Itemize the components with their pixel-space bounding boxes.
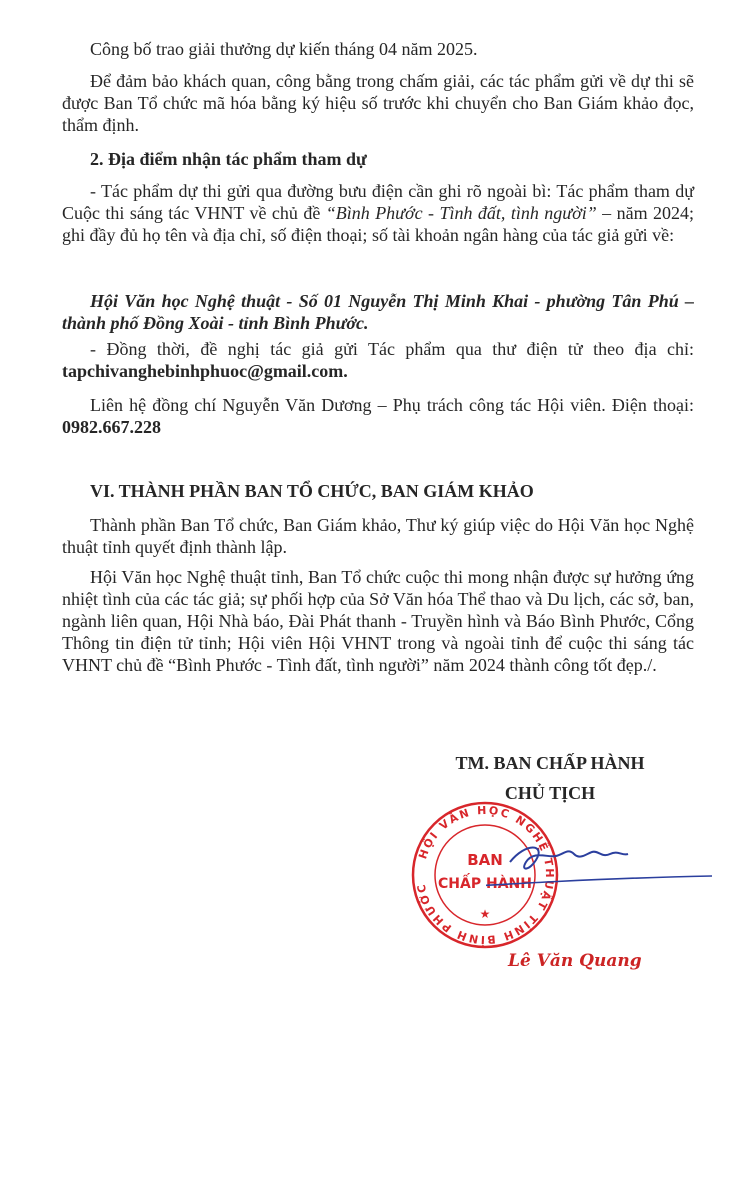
paragraph-closing: Hội Văn học Nghệ thuật tỉnh, Ban Tổ chức cuộc thi mong nhận được sự hưởng ứng nhiệt tình của các tác giả; sự phối hợp của Sở Văn hóa Thể thao và Du lịch, các sở, ban, ngành liên quan, Hội Nhà báo, Đài Phát thanh - Truyền hình và Báo Bình Phước, Cổng Thông tin điện tử tỉnh; Hội viên Hội VHNT trong và ngoài tỉnh để cuộc thi sáng tác VHNT chủ đề “Bình Phước - Tình đất, tình người” năm 2024 thành công tốt đẹp./.: [62, 567, 694, 675]
svg-text:HỘI VĂN HỌC NGHỆ THUẬT TỈNH BÌ: HỘI VĂN HỌC NGHỆ THUẬT TỈNH BÌNH PHƯỚC: [414, 803, 557, 947]
postal-text-a: - Tác phẩm dự thi gửi qua đường bưu điện cần ghi rõ ngoài bì: Tác phẩm tham dự Cuộc thi sáng tác VHNT về chủ đề: [62, 181, 694, 223]
contact-phone: 0982.667.228: [62, 417, 161, 437]
email-address: tapchivanghebinhphuoc@gmail.com.: [62, 361, 348, 381]
paragraph-email-submission: [62, 338, 694, 382]
svg-text:★: ★: [479, 907, 491, 921]
theme-quote: “Bình Phước - Tình đất, tình người”: [325, 203, 597, 223]
paragraph-objectivity: Để đảm bảo khách quan, công bằng trong chấm giải, các tác phẩm gửi về dự thi sẽ được Ban Tổ chức mã hóa bằng ký hiệu số trước khi chuyển cho Ban Giám khảo đọc, thẩm định.: [62, 71, 694, 135]
svg-text:BAN: BAN: [467, 851, 503, 869]
email-intro: - Đồng thời, đề nghị tác giả gửi Tác phẩm qua thư điện tử theo địa chỉ:: [90, 339, 694, 359]
paragraph-address: Hội Văn học Nghệ thuật - Số 01 Nguyễn Thị Minh Khai - phường Tân Phú – thành phố Đồng Xoài - tỉnh Bình Phước.: [62, 291, 694, 333]
signatory-name: Lê Văn Quang: [508, 951, 642, 971]
svg-text:CHẤP HÀNH: CHẤP HÀNH: [438, 876, 532, 892]
handwritten-signature: [486, 832, 726, 912]
section-heading-vi: VI. THÀNH PHẦN BAN TỔ CHỨC, BAN GIÁM KHẢO: [90, 481, 534, 501]
paragraph-committee: Thành phần Ban Tổ chức, Ban Giám khảo, Thư ký giúp việc do Hội Văn học Nghệ thuật tỉnh quyết định thành lập.: [62, 515, 694, 557]
signature-title-1: TM. BAN CHẤP HÀNH: [455, 753, 645, 773]
signature-title-2: CHỦ TỊCH: [504, 783, 596, 803]
paragraph-postal-submission: [62, 180, 694, 246]
paragraph-contact: [62, 394, 694, 438]
postal-text-b: – năm 2024; ghi đầy đủ họ tên và địa chỉ, số điện thoại; số tài khoản ngân hàng của tác giả gửi về:: [62, 203, 695, 245]
contact-text: Liên hệ đồng chí Nguyễn Văn Dương – Phụ trách công tác Hội viên. Điện thoại:: [90, 395, 694, 415]
paragraph-announcement: Công bố trao giải thưởng dự kiến tháng 04 năm 2025.: [90, 39, 478, 59]
heading-submission-location: 2. Địa điểm nhận tác phẩm tham dự: [90, 149, 367, 169]
